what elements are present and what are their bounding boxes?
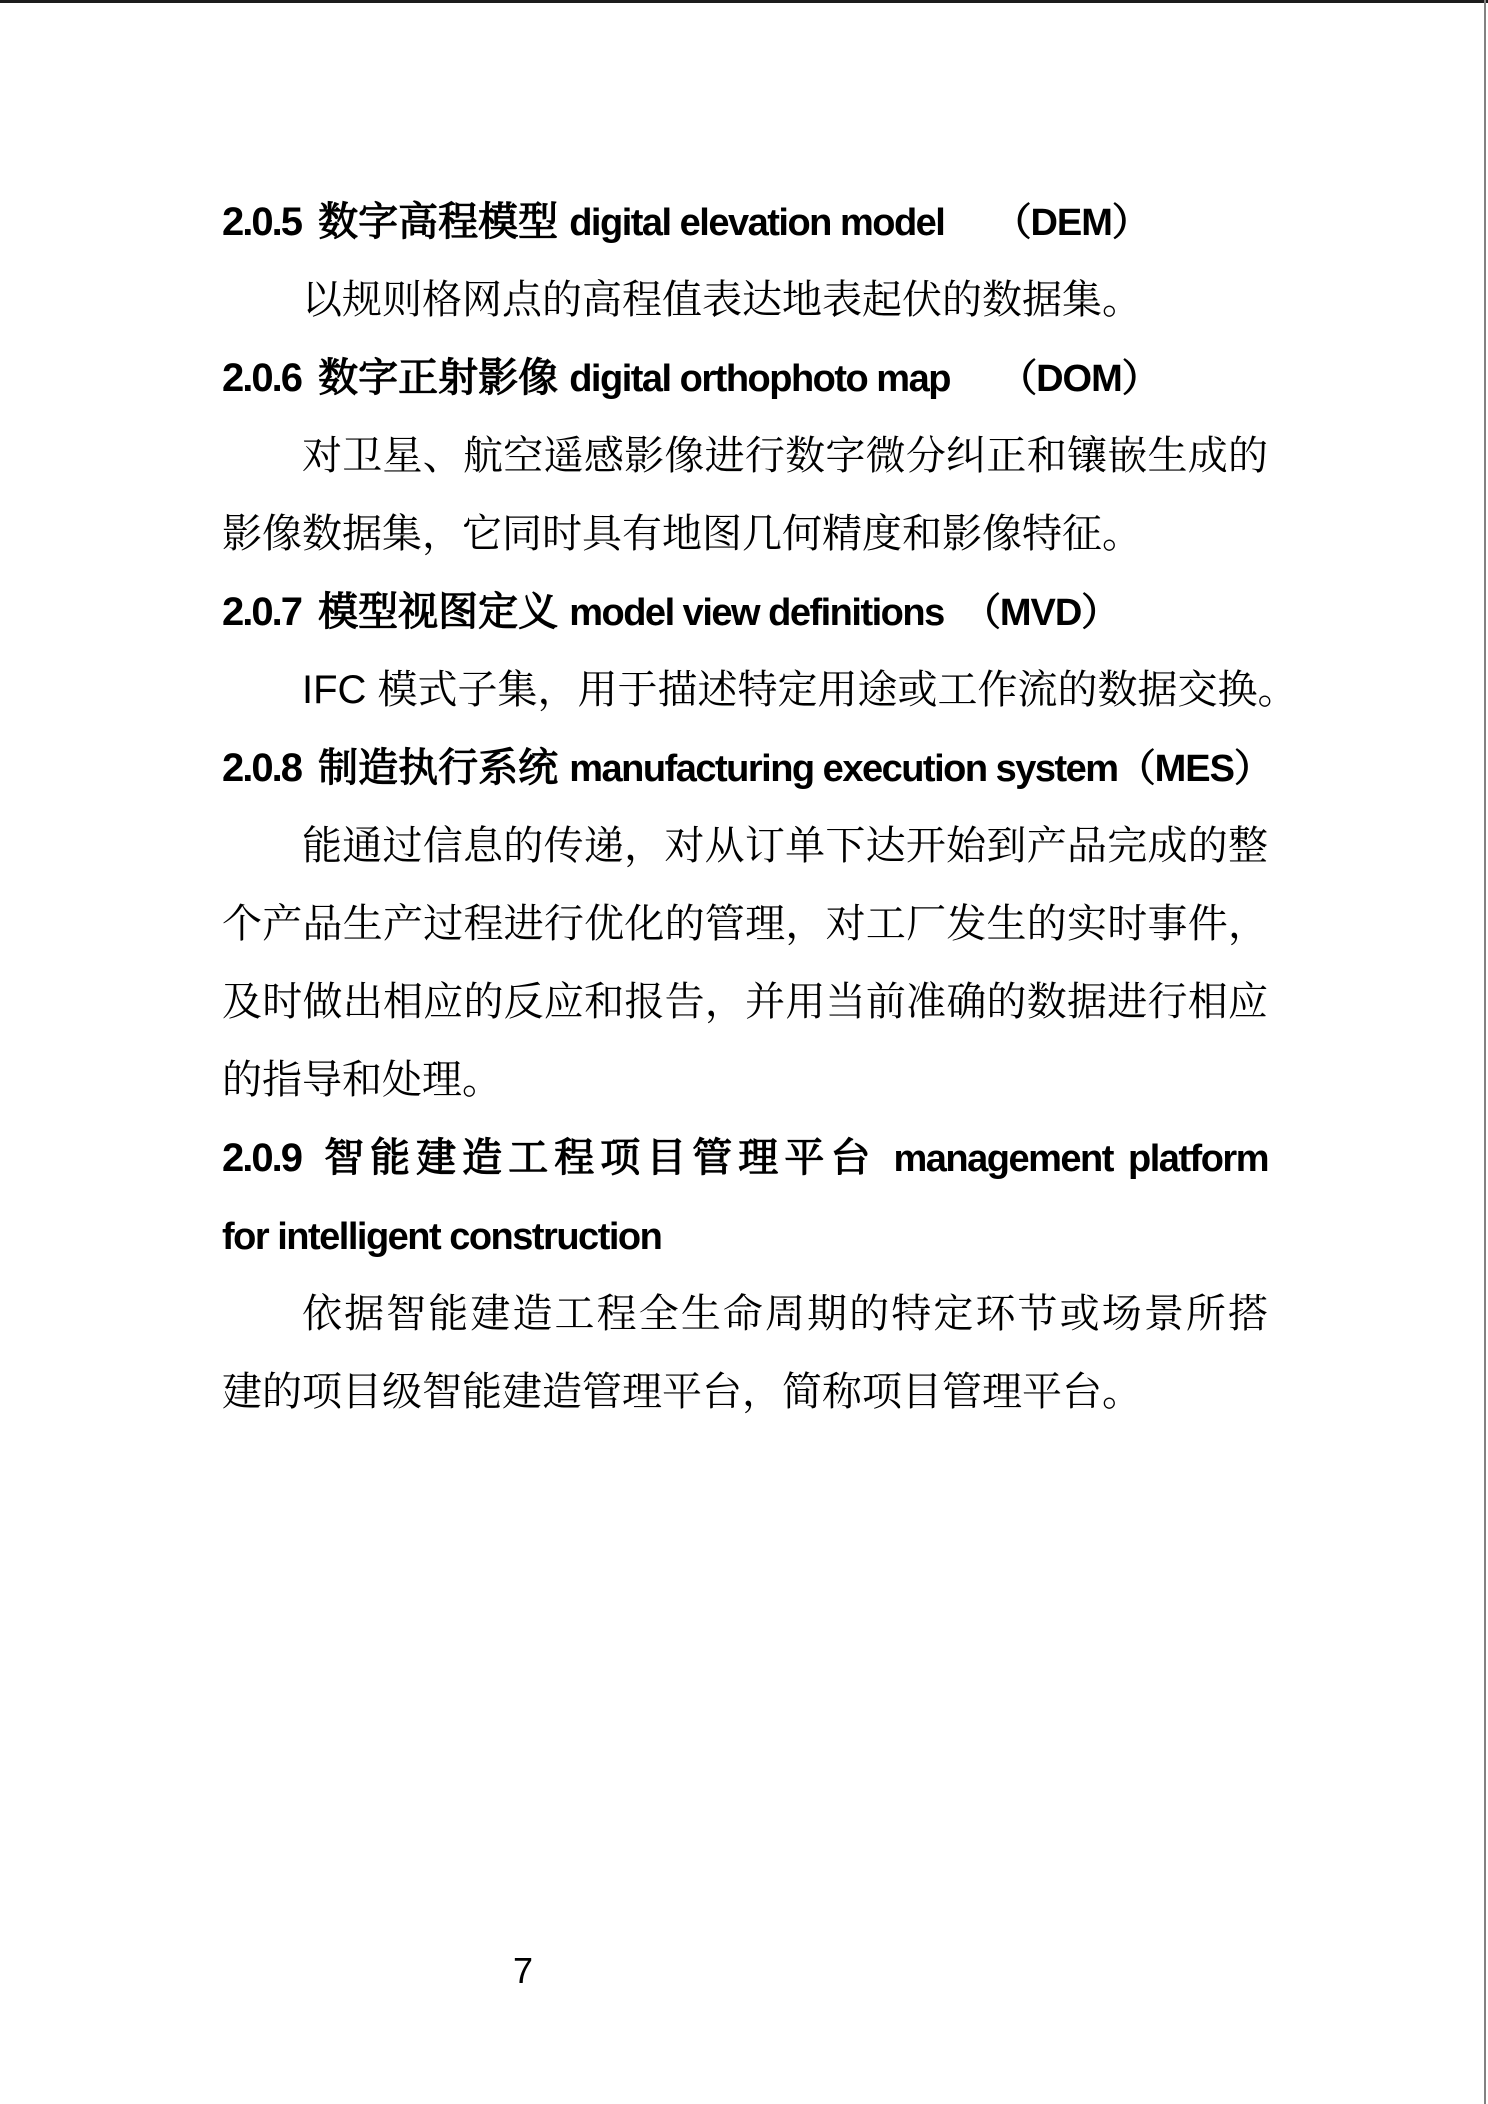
term-abbreviation: （MVD） <box>962 592 1119 634</box>
definition-text: 能通过信息的传递，对从订单下达开始到产品完成的整 <box>302 824 1268 868</box>
definition-text: 对卫星、航空遥感影像进行数字微分纠正和镶嵌生成的 <box>302 434 1268 478</box>
term-abbreviation: （DEM） <box>993 202 1149 244</box>
definition-text: 依据智能建造工程全生命周期的特定环节或场景所搭 <box>302 1292 1268 1336</box>
term-heading-2-0-5 <box>222 183 1268 261</box>
page-number: 7 <box>512 1950 534 1991</box>
term-title-zh: 模型视图定义 <box>318 590 559 634</box>
term-title-en: manufacturing execution system <box>569 748 1118 790</box>
definition-line <box>222 963 1268 1041</box>
term-title-en: for intelligent construction <box>222 1216 662 1258</box>
page-content <box>222 183 1298 1431</box>
term-title-en: model view definitions <box>569 592 944 634</box>
term-heading-2-0-8 <box>222 729 1271 807</box>
term-title-en: digital orthophoto map <box>569 358 950 400</box>
definition-text: 建的项目级智能建造管理平台，简称项目管理平台。 <box>222 1370 1142 1414</box>
definition-text: 以规则格网点的高程值表达地表起伏的数据集。 <box>302 278 1142 322</box>
term-heading-2-0-9-continuation <box>222 1197 1268 1275</box>
term-abbreviation: （MES） <box>1117 748 1271 790</box>
term-title-zh: 智能建造工程项目管理平台 <box>324 1136 877 1180</box>
definition-line <box>222 261 1268 339</box>
definition-text: 影像数据集，它同时具有地图几何精度和影像特征。 <box>222 512 1142 556</box>
definition-line <box>222 417 1268 495</box>
definition-text: IFC 模式子集，用于描述特定用途或工作流的数据交换。 <box>302 668 1298 712</box>
term-number: 2.0.8 <box>222 746 301 790</box>
term-title-en: digital elevation model <box>569 202 945 244</box>
definition-text: 的指导和处理。 <box>222 1058 502 1102</box>
term-title-zh: 制造执行系统 <box>318 746 559 790</box>
definition-text: 个产品生产过程进行优化的管理，对工厂发生的实时事件， <box>222 902 1268 946</box>
definition-line <box>222 807 1268 885</box>
definition-line <box>222 495 1268 573</box>
definition-line <box>222 1041 1268 1119</box>
definition-line <box>222 1353 1268 1431</box>
term-number: 2.0.6 <box>222 356 301 400</box>
page-top-border <box>0 0 1488 3</box>
term-number: 2.0.7 <box>222 590 301 634</box>
term-title-zh: 数字高程模型 <box>318 200 559 244</box>
definition-line <box>222 885 1268 963</box>
term-heading-2-0-7 <box>222 573 1268 651</box>
term-number: 2.0.9 <box>222 1136 301 1180</box>
term-title-zh: 数字正射影像 <box>318 356 559 400</box>
term-number: 2.0.5 <box>222 200 301 244</box>
definition-text: 及时做出相应的反应和报告，并用当前准确的数据进行相应 <box>222 980 1268 1024</box>
term-abbreviation: （DOM） <box>999 358 1159 400</box>
definition-line <box>222 651 1298 729</box>
term-heading-2-0-9 <box>222 1119 1268 1197</box>
definition-line <box>222 1275 1268 1353</box>
page-right-border <box>1484 0 1486 2104</box>
term-title-en: management platform <box>893 1138 1268 1180</box>
term-heading-2-0-6 <box>222 339 1268 417</box>
